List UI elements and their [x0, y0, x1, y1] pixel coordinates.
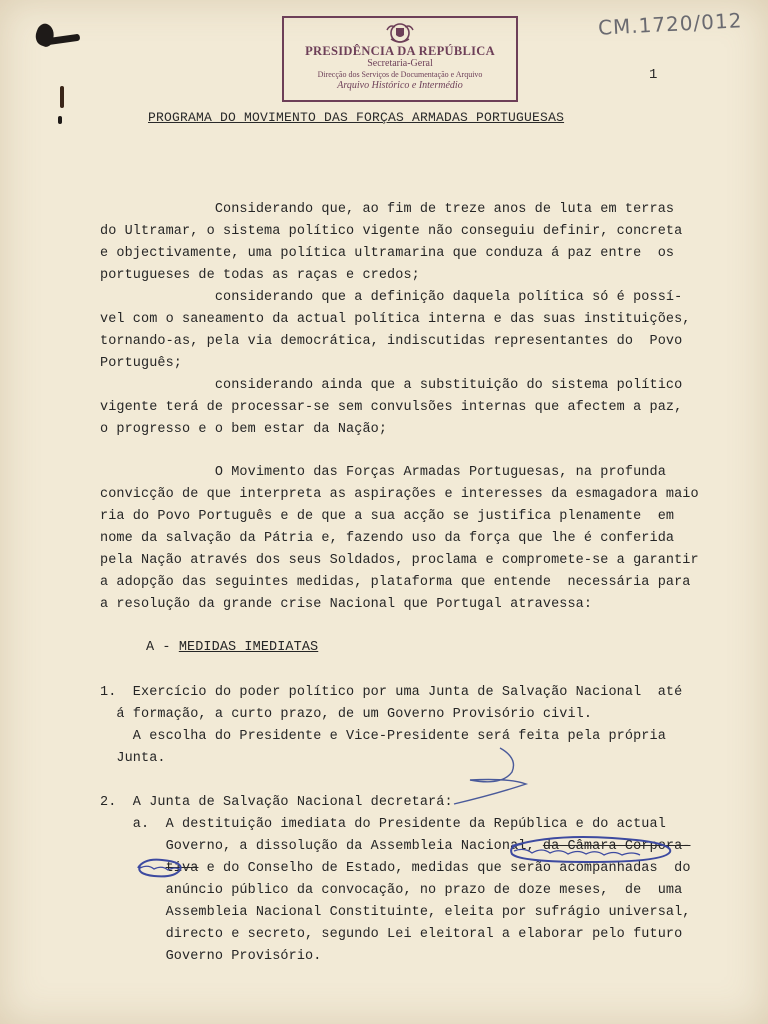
text-line: a resolução da grande crise Nacional que Portugal atravessa: [100, 597, 593, 612]
pen-scribble [454, 748, 526, 804]
archive-reference: CM.1720/012 [597, 8, 743, 40]
text-line: Português; [100, 356, 183, 371]
text-line: 2. A Junta de Salvação Nacional decretará: [100, 795, 453, 810]
text-line: pela Nação através dos seus Soldados, proclama e compromete-se a garantir [100, 553, 699, 568]
section-prefix: A - [146, 640, 179, 655]
text-line: portugueses de todas as raças e credos; [100, 268, 420, 283]
text-line: vigente terá de processar-se sem convulsões internas que afectem a paz, [100, 400, 683, 415]
stamp-subtitle: Secretaria-Geral [367, 58, 433, 69]
text-line: convicção de que interpreta as aspirações e interesses da esmagadora maio [100, 487, 699, 502]
text-line: A escolha do Presidente e Vice-Presidente será feita pela própria [100, 729, 666, 744]
stamp-title: PRESIDÊNCIA DA REPÚBLICA [305, 44, 495, 58]
strike-scribble [140, 866, 180, 870]
text-line: a. A destituição imediata do Presidente da República e do actual [100, 817, 666, 832]
strike-loop [511, 837, 670, 862]
struck-text: da Câmara Corpora- [542, 839, 691, 854]
text-line: nome da salvação da Pátria e, fazendo uso da força que lhe é conferida [100, 531, 675, 546]
section-title: MEDIDAS IMEDIATAS [178, 640, 319, 655]
text-line: O Movimento das Forças Armadas Portuguesas, na profunda [100, 465, 666, 480]
strike-scribble [514, 849, 640, 855]
struck-text: tiva [165, 861, 199, 876]
text-line: considerando ainda que a substituição do sistema político [100, 378, 683, 393]
text-line: Governo Provisório. [100, 949, 322, 964]
text-line: a adopção das seguintes medidas, plataforma que entende necessária para [100, 575, 691, 590]
text-line: anúncio público da convocação, no prazo de doze meses, de uma [100, 883, 683, 898]
page-number: 1 [649, 67, 658, 83]
text-line: ria do Povo Português e de que a sua acção se justifica plenamente em [100, 509, 675, 524]
text-line: 1. Exercício do poder político por uma Junta de Salvação Nacional até [100, 685, 683, 700]
text-line: Considerando que, ao fim de treze anos de luta em terras [100, 202, 675, 217]
text-line: do Ultramar, o sistema político vigente não conseguiu definir, concreta [100, 224, 683, 239]
text-line: á formação, a curto prazo, de um Governo Provisório civil. [100, 707, 593, 722]
text-line: considerando que a definição daquela política só é possí- [100, 290, 683, 305]
text-line: e objectivamente, uma política ultramarina que conduza á paz entre os [100, 246, 675, 261]
text-segment: e do Conselho de Estado, medidas que serão acompanhadas do [198, 861, 691, 876]
text-line: o progresso e o bem estar da Nação; [100, 422, 388, 437]
stamp-archive: Arquivo Histórico e Intermédio [337, 80, 463, 91]
text-line: Junta. [100, 751, 166, 766]
text-line: vel com o saneamento da actual política interna e das suas instituições, [100, 312, 691, 327]
text-line: tornando-as, pela via democrática, indiscutidas representantes do Povo [100, 334, 683, 349]
stamp-department: Direcção dos Serviços de Documentação e Arquivo [317, 70, 483, 79]
text-line: directo e secreto, segundo Lei eleitoral a elaborar pelo futuro [100, 927, 683, 942]
document-title: PROGRAMA DO MOVIMENTO DAS FORÇAS ARMADAS PORTUGUESAS [148, 110, 565, 125]
text-line: Assembleia Nacional Constituinte, eleita por sufrágio universal, [100, 905, 691, 920]
text-segment: Governo, a dissolução da Assembleia Nacional, [100, 839, 543, 854]
